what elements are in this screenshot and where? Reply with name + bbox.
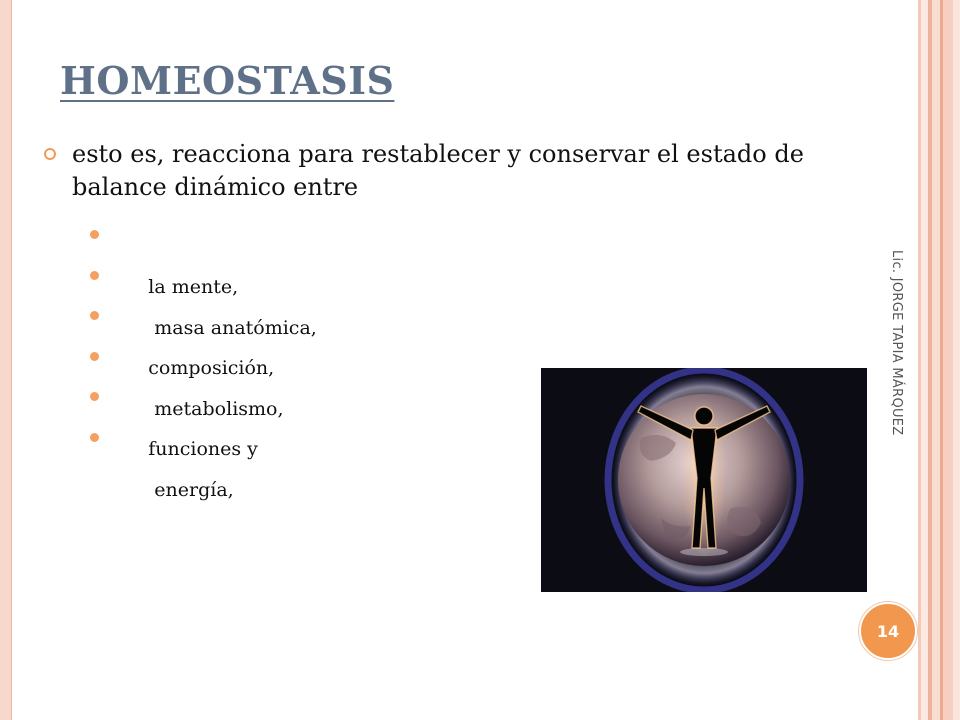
dot-bullet-icon — [90, 352, 99, 361]
list-item — [90, 344, 317, 420]
right-stripe — [932, 0, 940, 720]
dot-bullet-icon — [90, 433, 99, 442]
left-decorative-border — [0, 0, 12, 720]
main-bullet-text: esto es, reacciona para restablecer y conservar el estado de balance dinámico entre — [72, 140, 804, 201]
sub-item-text: funciones y — [148, 438, 258, 460]
ring-bullet-icon — [44, 148, 56, 160]
sub-item-text: masa anatómica, — [148, 316, 317, 339]
right-stripe — [921, 0, 928, 720]
human-globe-svg — [541, 368, 867, 592]
list-item — [90, 384, 317, 460]
sub-bullet-list — [90, 222, 317, 501]
dot-bullet-icon — [90, 311, 99, 320]
dot-bullet-icon — [90, 230, 99, 239]
right-stripe — [943, 0, 953, 720]
sub-item-text: metabolismo, — [148, 397, 284, 420]
list-item — [90, 425, 317, 501]
dot-bullet-icon — [90, 271, 99, 280]
sub-item-text: energía, — [148, 478, 234, 501]
list-item — [90, 263, 317, 339]
sub-item-text: composición, — [148, 357, 275, 379]
author-side-caption: Lic. JORGE TAPIA MÁRQUEZ — [889, 250, 904, 436]
sub-item-text: la mente, — [148, 276, 239, 298]
dot-bullet-icon — [90, 392, 99, 401]
slide-title: HOMEOSTASIS — [60, 58, 395, 103]
list-item — [90, 303, 317, 379]
main-bullet — [46, 138, 896, 204]
page-number-badge: 14 — [859, 602, 917, 660]
right-stripe — [953, 0, 960, 720]
human-globe-illustration — [541, 368, 867, 592]
list-item — [90, 222, 317, 298]
